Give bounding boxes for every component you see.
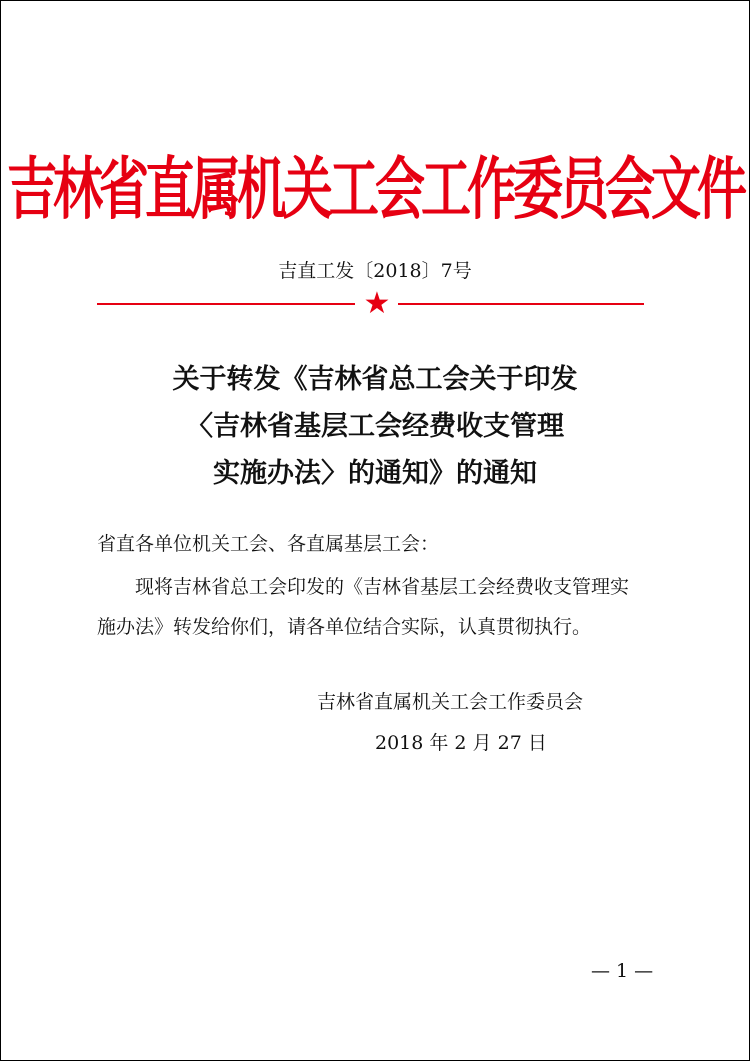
salutation: 省直各单位机关工会、各直属基层工会： <box>97 533 440 555</box>
star-icon: ★ <box>363 286 391 321</box>
title-line-2: 〈吉林省基层工会经费收支管理 <box>186 411 564 442</box>
document-title <box>1 356 749 497</box>
title-line-1: 关于转发《吉林省总工会关于印发 <box>172 364 578 395</box>
body-paragraph <box>97 567 657 647</box>
title-line-3: 实施办法〉的通知》的通知 <box>213 458 537 489</box>
body-line-2: 施办法》转发给你们，请各单位结合实际，认真贯彻执行。 <box>97 616 592 638</box>
signer: 吉林省直属机关工会工作委员会 <box>317 691 584 713</box>
document-number: 吉直工发〔2018〕7号 <box>278 260 472 282</box>
document-masthead: 吉林省直属机关工会工作委员会文件 <box>7 150 743 229</box>
issue-date: 2018 年 2 月 27 日 <box>375 732 547 754</box>
red-rule-left <box>97 303 355 305</box>
body-line-1: 现将吉林省总工会印发的《吉林省基层工会经费收支管理实 <box>135 576 630 598</box>
red-rule-right <box>398 303 644 305</box>
page-number: — 1 — <box>591 960 654 982</box>
